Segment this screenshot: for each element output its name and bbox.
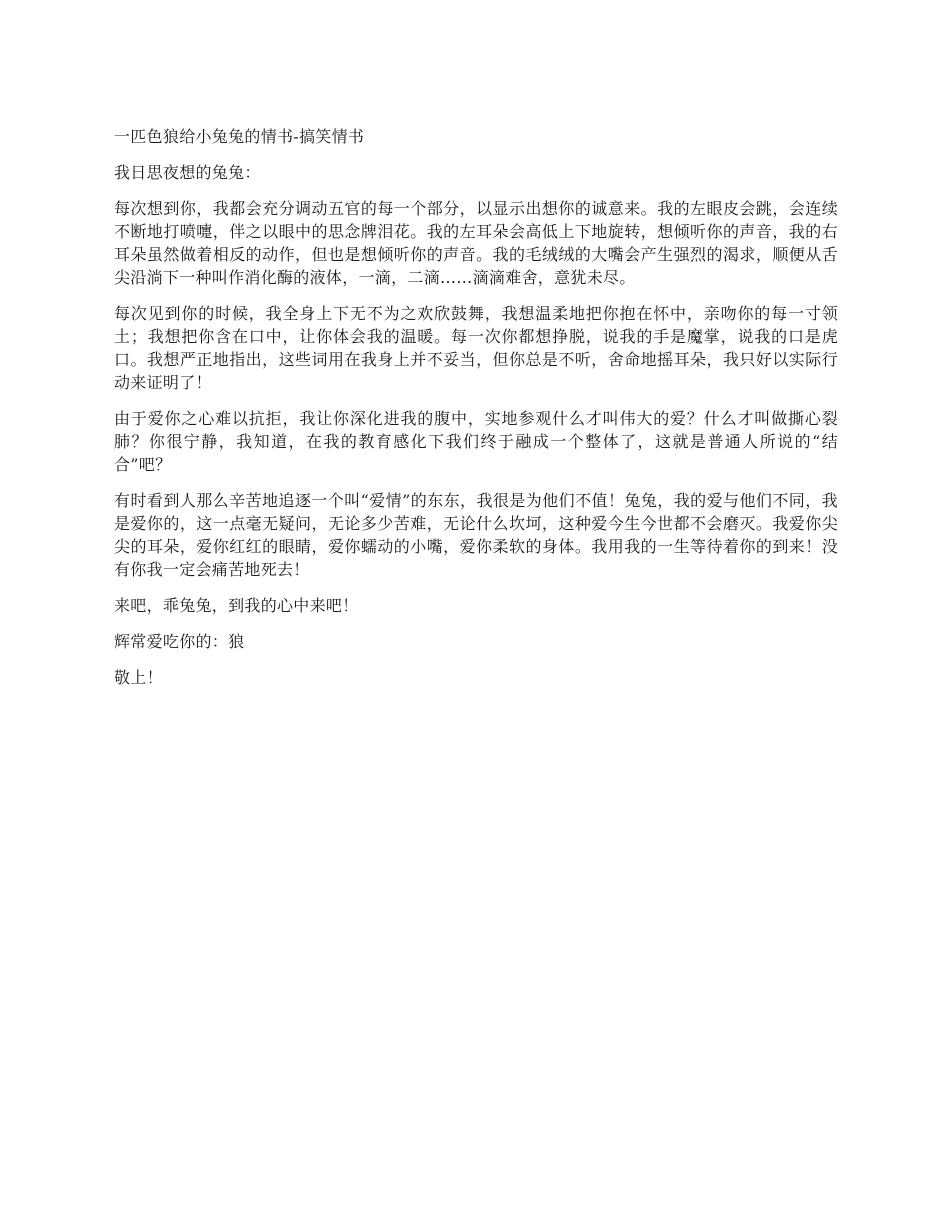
letter-greeting: 我日思夜想的兔兔： (114, 163, 261, 182)
document-title: 一匹色狼给小兔兔的情书-搞笑情书 (114, 127, 365, 146)
letter-signature: 辉常爱吃你的：狼 (114, 632, 245, 651)
body-paragraph: 有时看到人那么辛苦地追逐一个叫“爱情”的东东，我很是为他们不值！兔兔，我的爱与他们不同，我是爱你的，这一点毫无疑问，无论多少苦难，无论什么坎坷，这种爱今生今世都不会磨灭。我爱你尖尖的耳朵，爱你红红的眼睛，爱你蠕动的小嘴，爱你柔软的身体。我用我的一生等待着你的到来！没有你我一定会痛苦地死去！ (114, 491, 838, 579)
body-paragraph: 每次想到你，我都会充分调动五官的每一个部分，以显示出想你的诚意来。我的左眼皮会跳，会连续不断地打喷嚏，伴之以眼中的思念牌泪花。我的左耳朵会高低上下地旋转，想倾听你的声音，我的右耳朵虽然做着相反的动作，但也是想倾听你的声音。我的毛绒绒的大嘴会产生强烈的渴求，顺便从舌尖沿淌下一种叫作消化酶的液体，一滴，二滴……滴滴难舍，意犹未尽。 (114, 199, 838, 287)
body-paragraph: 来吧，乖兔兔，到我的心中来吧！ (114, 596, 359, 615)
body-paragraph: 每次见到你的时候，我全身上下无不为之欢欣鼓舞，我想温柔地把你抱在怀中，亲吻你的每一寸领土；我想把你含在口中，让你体会我的温暖。每一次你都想挣脱，说我的手是魔掌，说我的口是虎口。我想严正地指出，这些词用在我身上并不妥当，但你总是不听，舍命地摇耳朵，我只好以实际行动来证明了！ (114, 304, 838, 392)
document-page (114, 125, 838, 702)
letter-closing: 敬上！ (114, 668, 163, 687)
body-paragraph: 由于爱你之心难以抗拒，我让你深化进我的腹中，实地参观什么才叫伟大的爱？什么才叫做撕心裂肺？你很宁静，我知道，在我的教育感化下我们终于融成一个整体了，这就是普通人所说的“结合”吧？ (114, 409, 838, 474)
